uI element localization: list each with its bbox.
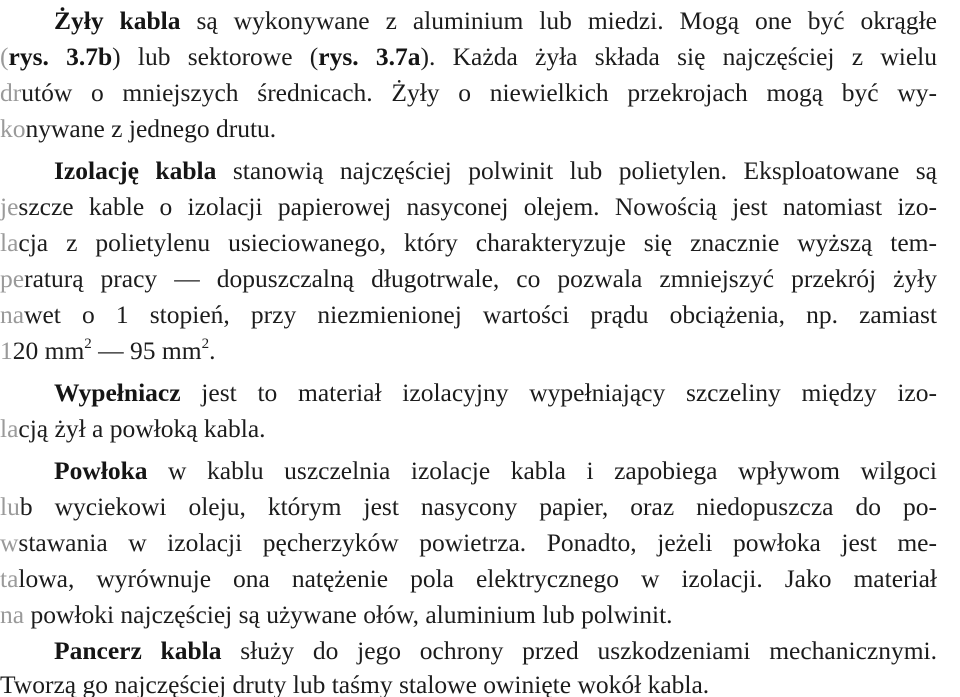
term-izolacja-kabla: Izolację kabla (54, 156, 217, 185)
text-line: lacją żył a powłoką kabla. (0, 414, 266, 443)
text-line: Pancerz kabla służy do jego ochrony przed uszkodzeniami mechanicznymi. (54, 636, 938, 665)
figure-ref: rys. 3.7a (318, 42, 421, 71)
figure-ref: rys. 3.7b (8, 42, 113, 71)
text-line: lacja z polietylenu usieciowanego, który charakteryzuje się znacznie wyższą tem- (0, 228, 937, 257)
text-line: talowa, wyrównuje ona natężenie pola elektrycznego w izolacji. Jako materiał (0, 564, 937, 593)
text-line: Żyły kabla są wykonywane z aluminium lub miedzi. Mogą one być okrągłe (54, 6, 937, 35)
text-line: na powłoki najczęściej są używane ołów, aluminium lub polwinit. (0, 600, 673, 629)
text-line: Wypełniacz jest to materiał izolacyjny wypełniający szczeliny między izo- (54, 378, 937, 407)
term-pancerz-kabla: Pancerz kabla (54, 636, 222, 665)
text-line: Powłoka w kablu uszczelnia izolacje kabla i zapobiega wpływom wilgoci (54, 456, 937, 485)
text-line: jeszcze kable o izolacji papierowej nasyconej olejem. Nowością jest natomiast izo- (0, 192, 937, 221)
text-line: konywane z jednego drutu. (0, 114, 277, 143)
text-line: peraturą pracy — dopuszczalną długotrwale, co pozwala zmniejszyć przekrój żyły (0, 264, 937, 293)
term-zyly-kabla: Żyły kabla (54, 6, 181, 35)
term-wypelniacz: Wypełniacz (54, 378, 181, 407)
term-powloka: Powłoka (54, 456, 148, 485)
text-line: wstawania w izolacji pęcherzyków powietrza. Ponadto, jeżeli powłoka jest me- (0, 528, 937, 557)
text-line: Izolację kabla stanowią najczęściej polwinit lub polietylen. Eksploatowane są (54, 156, 937, 185)
text-line: (rys. 3.7b) lub sektorowe (rys. 3.7a). Każda żyła składa się najczęściej z wielu (0, 42, 937, 71)
text-line: drutów o mniejszych średnicach. Żyły o niewielkich przekrojach mogą być wy- (0, 78, 937, 107)
text-line: Tworzą go najczęściej druty lub taśmy stalowe owinięte wokół kabla. (0, 670, 710, 697)
text-line: 120 $mm^2$ — 95 $mm^2$. (0, 335, 216, 365)
text-line: nawet o 1 stopień, przy niezmienionej wartości prądu obciążenia, np. zamiast (0, 300, 937, 329)
text-line: lub wyciekowi oleju, którym jest nasycony papier, oraz niedopuszcza do po- (0, 492, 937, 521)
